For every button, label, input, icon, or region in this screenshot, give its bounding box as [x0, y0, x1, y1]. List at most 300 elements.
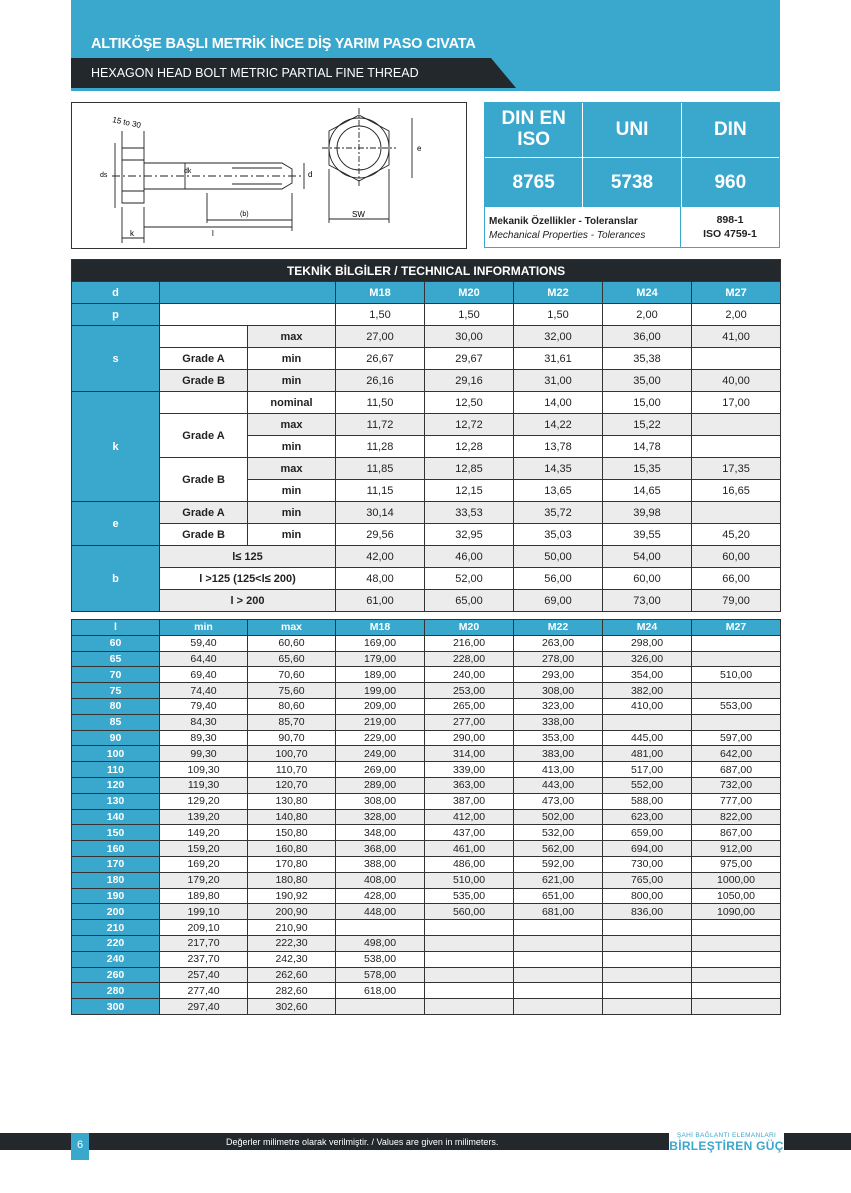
- table-cell: 269,00: [336, 762, 425, 778]
- table-cell: 110,70: [248, 762, 336, 778]
- table-cell: 15,00: [603, 392, 692, 414]
- table-cell: 297,40: [160, 999, 248, 1015]
- table-cell: [692, 635, 781, 651]
- standard-value-din-en-iso: 8765: [485, 158, 583, 207]
- page-number: 6: [71, 1133, 89, 1160]
- table-cell: [514, 935, 603, 951]
- table-cell: 552,00: [603, 777, 692, 793]
- table-cell: 277,40: [160, 983, 248, 999]
- table-cell: 65,60: [248, 651, 336, 667]
- grade-label: Grade A: [160, 414, 248, 458]
- table-cell: 538,00: [336, 951, 425, 967]
- table-cell: [603, 983, 692, 999]
- size-header: M22: [514, 282, 603, 304]
- table-cell: [514, 999, 603, 1015]
- table-cell: 242,30: [248, 951, 336, 967]
- table-cell: [692, 951, 781, 967]
- sub-label: min: [248, 480, 336, 502]
- table-cell: 1000,00: [692, 872, 781, 888]
- table-cell: 623,00: [603, 809, 692, 825]
- size-header: M18: [336, 282, 425, 304]
- table-cell: 216,00: [425, 635, 514, 651]
- table-cell: 481,00: [603, 746, 692, 762]
- table-cell: 45,20: [692, 524, 781, 546]
- table-cell: 30,00: [425, 326, 514, 348]
- table-cell: 339,00: [425, 762, 514, 778]
- column-header: M18: [336, 620, 425, 636]
- table-cell: 179,20: [160, 872, 248, 888]
- sub-label: min: [248, 436, 336, 458]
- table-cell: 11,85: [336, 458, 425, 480]
- drawing-label-l: l: [212, 229, 214, 238]
- standard-value-uni: 5738: [583, 158, 681, 207]
- table-row: [72, 920, 781, 936]
- length-label: 75: [72, 683, 160, 699]
- table-cell: 80,60: [248, 698, 336, 714]
- table-cell: 35,72: [514, 502, 603, 524]
- drawing-label-d: d: [308, 170, 313, 179]
- table-cell: [603, 935, 692, 951]
- length-label: 160: [72, 841, 160, 857]
- table-cell: 50,00: [514, 546, 603, 568]
- table-cell: 59,40: [160, 635, 248, 651]
- table-cell: 140,80: [248, 809, 336, 825]
- table-row: [72, 635, 781, 651]
- table-cell: [425, 920, 514, 936]
- table-cell: 560,00: [425, 904, 514, 920]
- table-cell: 48,00: [336, 568, 425, 590]
- table-cell: 60,00: [603, 568, 692, 590]
- table-cell: 26,67: [336, 348, 425, 370]
- table-cell: 618,00: [336, 983, 425, 999]
- table-cell: 486,00: [425, 856, 514, 872]
- table-cell: 553,00: [692, 698, 781, 714]
- length-label: 110: [72, 762, 160, 778]
- table-cell: 15,22: [603, 414, 692, 436]
- sub-label: min: [248, 502, 336, 524]
- length-label: 140: [72, 809, 160, 825]
- table-cell: 597,00: [692, 730, 781, 746]
- table-cell: 11,50: [336, 392, 425, 414]
- table-cell: 363,00: [425, 777, 514, 793]
- table-cell: 39,55: [603, 524, 692, 546]
- table-cell: 694,00: [603, 841, 692, 857]
- table-cell: 912,00: [692, 841, 781, 857]
- table-row: [72, 667, 781, 683]
- table-cell: 443,00: [514, 777, 603, 793]
- table-cell: 180,80: [248, 872, 336, 888]
- table-cell: 109,30: [160, 762, 248, 778]
- sub-label: min: [248, 370, 336, 392]
- table-cell: 437,00: [425, 825, 514, 841]
- length-label: 240: [72, 951, 160, 967]
- table-row: [72, 904, 781, 920]
- table-cell: 413,00: [514, 762, 603, 778]
- table-cell: [603, 999, 692, 1015]
- table-cell: 120,70: [248, 777, 336, 793]
- mechanical-value-2: ISO 4759-1: [703, 228, 757, 240]
- table-cell: 410,00: [603, 698, 692, 714]
- sub-label: max: [248, 414, 336, 436]
- table-cell: 60,60: [248, 635, 336, 651]
- table-cell: [514, 951, 603, 967]
- table-cell: 170,80: [248, 856, 336, 872]
- table-cell: 29,67: [425, 348, 514, 370]
- table-cell: 64,40: [160, 651, 248, 667]
- table-cell: 17,35: [692, 458, 781, 480]
- table-cell: 56,00: [514, 568, 603, 590]
- table-cell: 69,40: [160, 667, 248, 683]
- mechanical-label-tr: Mekanik Özellikler - Toleranslar: [489, 216, 638, 227]
- table-cell: [692, 502, 781, 524]
- table-cell: [514, 967, 603, 983]
- drawing-label-sw: SW: [352, 210, 365, 219]
- table-cell: 338,00: [514, 714, 603, 730]
- table-row: [72, 825, 781, 841]
- table-cell: 160,80: [248, 841, 336, 857]
- table-cell: 189,00: [336, 667, 425, 683]
- table-cell: [692, 414, 781, 436]
- table-cell: 13,65: [514, 480, 603, 502]
- table-cell: 510,00: [692, 667, 781, 683]
- table-cell: 69,00: [514, 590, 603, 612]
- table-cell: 199,10: [160, 904, 248, 920]
- column-header: l: [72, 620, 160, 636]
- table-cell: 73,00: [603, 590, 692, 612]
- table-cell: [692, 714, 781, 730]
- table-cell: 30,14: [336, 502, 425, 524]
- table-cell: 74,40: [160, 683, 248, 699]
- table-cell: 278,00: [514, 651, 603, 667]
- table-cell: 42,00: [336, 546, 425, 568]
- table-cell: 253,00: [425, 683, 514, 699]
- table-cell: 765,00: [603, 872, 692, 888]
- table-cell: 445,00: [603, 730, 692, 746]
- brand-tagline: ŞAHİ BAĞLANTI ELEMANLARI: [676, 1132, 777, 1139]
- table-cell: 681,00: [514, 904, 603, 920]
- table-cell: 26,16: [336, 370, 425, 392]
- row-label-d: d: [72, 282, 160, 304]
- table-cell: 2,00: [692, 304, 781, 326]
- sub-label: max: [248, 326, 336, 348]
- length-label: 260: [72, 967, 160, 983]
- table-cell: [425, 983, 514, 999]
- brand-logo: [669, 1131, 784, 1154]
- table-cell: 139,20: [160, 809, 248, 825]
- table-cell: 308,00: [514, 683, 603, 699]
- table-cell: 277,00: [425, 714, 514, 730]
- table-cell: [692, 935, 781, 951]
- table-cell: [692, 983, 781, 999]
- table-cell: 15,35: [603, 458, 692, 480]
- column-header: min: [160, 620, 248, 636]
- sub-label: nominal: [248, 392, 336, 414]
- sub-label: min: [248, 524, 336, 546]
- table-row: [72, 777, 781, 793]
- table-row: [72, 746, 781, 762]
- table-cell: [692, 348, 781, 370]
- table-cell: 99,30: [160, 746, 248, 762]
- table-cell: 159,20: [160, 841, 248, 857]
- table-cell: 11,72: [336, 414, 425, 436]
- table-cell: [692, 651, 781, 667]
- table-cell: 836,00: [603, 904, 692, 920]
- length-range-label: l > 200: [160, 590, 336, 612]
- table-cell: 229,00: [336, 730, 425, 746]
- drawing-label-dk: dk: [184, 168, 192, 175]
- table-cell: [692, 967, 781, 983]
- table-row: [72, 967, 781, 983]
- table-cell: 383,00: [514, 746, 603, 762]
- table-cell: 1050,00: [692, 888, 781, 904]
- length-label: 170: [72, 856, 160, 872]
- table-cell: 290,00: [425, 730, 514, 746]
- table-cell: [336, 920, 425, 936]
- table-cell: 79,40: [160, 698, 248, 714]
- table-cell: 240,00: [425, 667, 514, 683]
- row-label-s: s: [72, 326, 160, 392]
- length-weight-table: [71, 619, 781, 1015]
- table-cell: [603, 920, 692, 936]
- table-cell: [514, 983, 603, 999]
- table-cell: 61,00: [336, 590, 425, 612]
- table-row: [72, 793, 781, 809]
- table-cell: [425, 951, 514, 967]
- table-cell: 84,30: [160, 714, 248, 730]
- table-cell: 298,00: [603, 635, 692, 651]
- table-cell: 800,00: [603, 888, 692, 904]
- standards-box: [484, 102, 780, 248]
- table-row: [72, 714, 781, 730]
- table-cell: 368,00: [336, 841, 425, 857]
- table-cell: 85,70: [248, 714, 336, 730]
- table-cell: 169,00: [336, 635, 425, 651]
- table-cell: 777,00: [692, 793, 781, 809]
- table-cell: 189,80: [160, 888, 248, 904]
- length-label: 130: [72, 793, 160, 809]
- table-cell: 730,00: [603, 856, 692, 872]
- table-cell: 150,80: [248, 825, 336, 841]
- table-cell: 562,00: [514, 841, 603, 857]
- table-row: [72, 809, 781, 825]
- table-cell: 822,00: [692, 809, 781, 825]
- table-row: [72, 951, 781, 967]
- length-range-label: l >125 (125<l≤ 200): [160, 568, 336, 590]
- table-cell: 200,90: [248, 904, 336, 920]
- table-cell: 219,00: [336, 714, 425, 730]
- table-cell: 14,00: [514, 392, 603, 414]
- length-label: 65: [72, 651, 160, 667]
- column-header: M24: [603, 620, 692, 636]
- table-cell: 36,00: [603, 326, 692, 348]
- table-cell: 498,00: [336, 935, 425, 951]
- table-cell: 12,28: [425, 436, 514, 458]
- table-cell: 11,15: [336, 480, 425, 502]
- table-cell: 263,00: [514, 635, 603, 651]
- drawing-label-k: k: [130, 229, 134, 238]
- table-cell: 975,00: [692, 856, 781, 872]
- length-label: 70: [72, 667, 160, 683]
- technical-info-table: [71, 259, 781, 612]
- table-cell: 642,00: [692, 746, 781, 762]
- table-cell: 1,50: [514, 304, 603, 326]
- table-cell: 293,00: [514, 667, 603, 683]
- table-cell: 265,00: [425, 698, 514, 714]
- table-cell: [603, 951, 692, 967]
- table-cell: 412,00: [425, 809, 514, 825]
- table-cell: 169,20: [160, 856, 248, 872]
- table-cell: 428,00: [336, 888, 425, 904]
- length-label: 180: [72, 872, 160, 888]
- mechanical-value-1: 898-1: [716, 213, 744, 226]
- grade-label: Grade A: [160, 502, 248, 524]
- table-row: [72, 651, 781, 667]
- title-turkish: ALTIKÖŞE BAŞLI METRİK İNCE DİŞ YARIM PASO CIVATA: [91, 36, 476, 52]
- table-cell: 32,00: [514, 326, 603, 348]
- page-header: [71, 0, 780, 91]
- table-cell: 209,00: [336, 698, 425, 714]
- table-cell: 532,00: [514, 825, 603, 841]
- table-cell: 11,28: [336, 436, 425, 458]
- table-cell: 510,00: [425, 872, 514, 888]
- table-cell: 354,00: [603, 667, 692, 683]
- table-cell: 382,00: [603, 683, 692, 699]
- table-cell: 314,00: [425, 746, 514, 762]
- table-cell: 54,00: [603, 546, 692, 568]
- length-label: 85: [72, 714, 160, 730]
- table-cell: 222,30: [248, 935, 336, 951]
- mechanical-label-en: Mechanical Properties - Tolerances: [489, 229, 646, 241]
- table-row: [72, 841, 781, 857]
- table-cell: [692, 436, 781, 458]
- table-cell: 408,00: [336, 872, 425, 888]
- standard-header-uni: UNI: [583, 103, 681, 157]
- table-cell: 32,95: [425, 524, 514, 546]
- table-cell: 502,00: [514, 809, 603, 825]
- table-cell: 14,35: [514, 458, 603, 480]
- table-cell: 461,00: [425, 841, 514, 857]
- table-cell: 70,60: [248, 667, 336, 683]
- technical-info-caption: TEKNİK BİLGİLER / TECHNICAL INFORMATIONS: [72, 260, 781, 282]
- brand-name: BİRLEŞTİREN GÜÇ: [669, 1139, 784, 1153]
- grade-label: Grade B: [160, 524, 248, 546]
- table-cell: 35,00: [603, 370, 692, 392]
- length-label: 120: [72, 777, 160, 793]
- table-cell: 29,16: [425, 370, 514, 392]
- table-cell: 2,00: [603, 304, 692, 326]
- length-label: 210: [72, 920, 160, 936]
- table-cell: [514, 920, 603, 936]
- table-cell: 387,00: [425, 793, 514, 809]
- length-label: 100: [72, 746, 160, 762]
- table-cell: 12,72: [425, 414, 514, 436]
- table-cell: 65,00: [425, 590, 514, 612]
- table-cell: 130,80: [248, 793, 336, 809]
- table-row: [72, 683, 781, 699]
- table-cell: 12,50: [425, 392, 514, 414]
- table-cell: 651,00: [514, 888, 603, 904]
- table-cell: 17,00: [692, 392, 781, 414]
- table-row: [72, 983, 781, 999]
- table-cell: 90,70: [248, 730, 336, 746]
- table-cell: 448,00: [336, 904, 425, 920]
- standard-header-din-en-iso: DIN EN ISO: [485, 103, 583, 157]
- units-note: Değerler milimetre olarak verilmiştir. / Values are given in milimeters.: [226, 1137, 499, 1147]
- table-cell: 12,85: [425, 458, 514, 480]
- table-cell: 190,92: [248, 888, 336, 904]
- table-cell: 41,00: [692, 326, 781, 348]
- table-row: [72, 999, 781, 1015]
- table-cell: 517,00: [603, 762, 692, 778]
- row-label-k: k: [72, 392, 160, 502]
- standard-header-din: DIN: [713, 118, 747, 140]
- table-row: [72, 935, 781, 951]
- table-cell: 473,00: [514, 793, 603, 809]
- table-cell: 1090,00: [692, 904, 781, 920]
- drawing-label-angle: 15 to 30: [111, 115, 142, 130]
- table-cell: 353,00: [514, 730, 603, 746]
- table-cell: 578,00: [336, 967, 425, 983]
- length-label: 220: [72, 935, 160, 951]
- grade-label: Grade B: [160, 458, 248, 502]
- table-cell: [692, 683, 781, 699]
- table-cell: 14,78: [603, 436, 692, 458]
- table-cell: [425, 999, 514, 1015]
- drawing-label-e: e: [417, 144, 422, 153]
- table-cell: [692, 920, 781, 936]
- table-cell: 621,00: [514, 872, 603, 888]
- sub-label: min: [248, 348, 336, 370]
- table-row: [72, 888, 781, 904]
- table-cell: 129,20: [160, 793, 248, 809]
- table-cell: 592,00: [514, 856, 603, 872]
- title-english: HEXAGON HEAD BOLT METRIC PARTIAL FINE THREAD: [91, 66, 419, 80]
- size-header: M20: [425, 282, 514, 304]
- drawing-label-ds: ds: [100, 172, 108, 179]
- table-cell: 210,90: [248, 920, 336, 936]
- table-cell: 60,00: [692, 546, 781, 568]
- length-label: 190: [72, 888, 160, 904]
- table-row: [72, 872, 781, 888]
- column-header: M20: [425, 620, 514, 636]
- table-cell: 262,60: [248, 967, 336, 983]
- table-cell: 348,00: [336, 825, 425, 841]
- table-cell: 31,00: [514, 370, 603, 392]
- row-label-b: b: [72, 546, 160, 612]
- length-label: 150: [72, 825, 160, 841]
- bolt-technical-drawing: [71, 102, 467, 249]
- table-cell: 588,00: [603, 793, 692, 809]
- table-row: [72, 730, 781, 746]
- table-cell: 199,00: [336, 683, 425, 699]
- table-cell: 659,00: [603, 825, 692, 841]
- table-cell: 33,53: [425, 502, 514, 524]
- sub-label: max: [248, 458, 336, 480]
- table-cell: 35,38: [603, 348, 692, 370]
- table-cell: 39,98: [603, 502, 692, 524]
- table-header-row: [72, 620, 781, 636]
- table-cell: 149,20: [160, 825, 248, 841]
- table-cell: 302,60: [248, 999, 336, 1015]
- table-cell: 179,00: [336, 651, 425, 667]
- table-cell: [425, 967, 514, 983]
- table-cell: 29,56: [336, 524, 425, 546]
- table-cell: 237,70: [160, 951, 248, 967]
- grade-label: Grade B: [160, 370, 248, 392]
- table-cell: 217,70: [160, 935, 248, 951]
- table-cell: 323,00: [514, 698, 603, 714]
- drawing-label-b: (b): [240, 211, 249, 218]
